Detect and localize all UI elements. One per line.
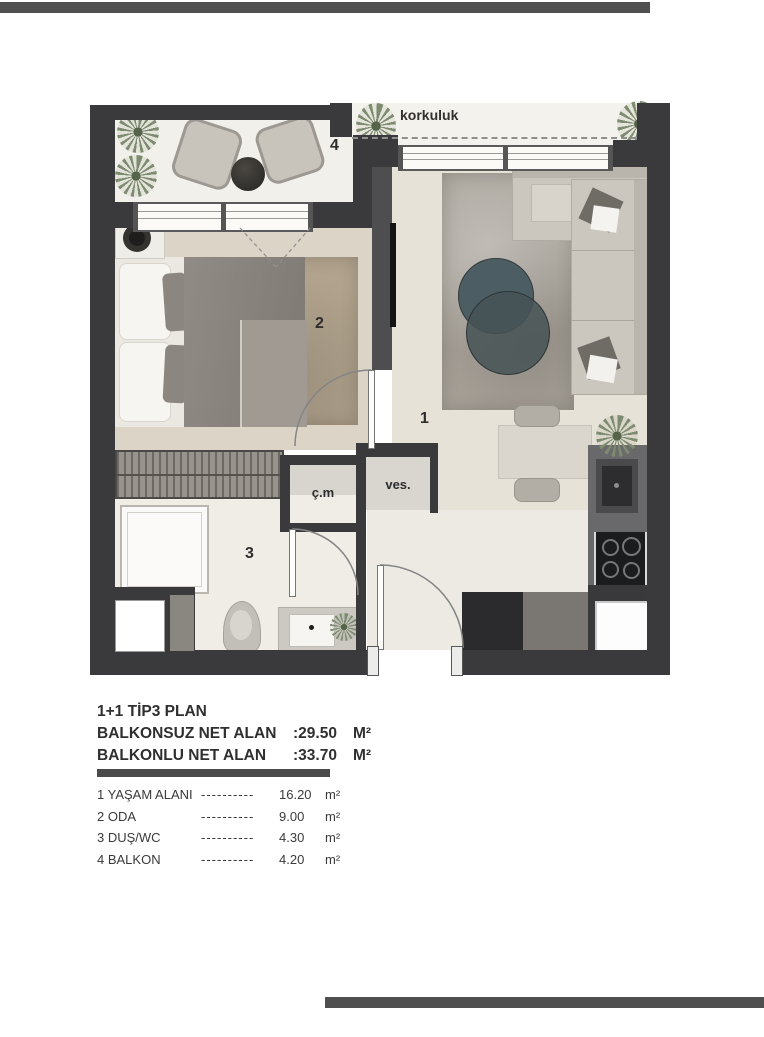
legend-room-name: 3 DUŞ/WC xyxy=(97,830,161,845)
bath-number-label: 3 xyxy=(245,545,254,562)
legend-area-unit: m² xyxy=(325,787,341,802)
area-unit: M² xyxy=(353,747,372,764)
bathroom-door-leaf xyxy=(289,529,296,597)
legend-area-unit: m² xyxy=(325,851,341,867)
legend-dashes: ---------- xyxy=(201,851,255,867)
laundry-label: ç.m xyxy=(311,485,335,500)
plan-title-text: 1+1 TİP3 PLAN xyxy=(97,703,207,720)
plan-title xyxy=(97,701,517,723)
legend-room-name: 4 BALKON xyxy=(97,851,161,867)
net-area-row xyxy=(97,745,517,767)
door-frame-post xyxy=(451,646,463,676)
area-label: BALKONSUZ NET ALAN xyxy=(97,725,277,742)
legend-dashes: ---------- xyxy=(201,787,255,802)
bedroom-door-leaf xyxy=(368,370,375,449)
legend-room-name: 2 ODA xyxy=(97,808,137,824)
bedroom-number-label: 2 xyxy=(315,315,324,332)
top-accent-bar xyxy=(0,2,650,13)
net-area-row xyxy=(97,723,517,745)
area-value: :29.50 xyxy=(293,725,337,742)
railing-label: korkuluk xyxy=(400,107,459,123)
living-number-label: 1 xyxy=(420,410,429,427)
legend-area-value: 16.20 xyxy=(279,787,312,802)
entrance-door-leaf xyxy=(377,565,384,650)
legend-area-value: 4.30 xyxy=(279,830,305,845)
legend-area-value: 9.00 xyxy=(279,808,305,824)
legend-area-value: 4.20 xyxy=(279,851,305,867)
area-value: :33.70 xyxy=(293,747,337,764)
legend-row xyxy=(97,849,417,871)
area-unit: M² xyxy=(353,725,372,742)
room-legend xyxy=(97,784,417,870)
divider-bar xyxy=(97,769,330,777)
legend-area-unit: m² xyxy=(325,808,341,824)
area-label: BALKONLU NET ALAN xyxy=(97,747,267,764)
legend-row xyxy=(97,827,417,849)
door-frame-post xyxy=(367,646,379,676)
legend-dashes: ---------- xyxy=(201,830,255,845)
legend-room-name: 1 YAŞAM ALANI xyxy=(97,787,193,802)
plan-info-block xyxy=(97,701,517,767)
legend-row xyxy=(97,784,417,806)
bottom-accent-bar xyxy=(325,997,764,1008)
vestibule-label: ves. xyxy=(385,477,411,492)
legend-area-unit: m² xyxy=(325,830,341,845)
legend-row xyxy=(97,806,417,828)
floor-plan xyxy=(90,95,670,675)
legend-dashes: ---------- xyxy=(201,808,255,824)
balcony-number-label: 4 xyxy=(330,137,339,154)
